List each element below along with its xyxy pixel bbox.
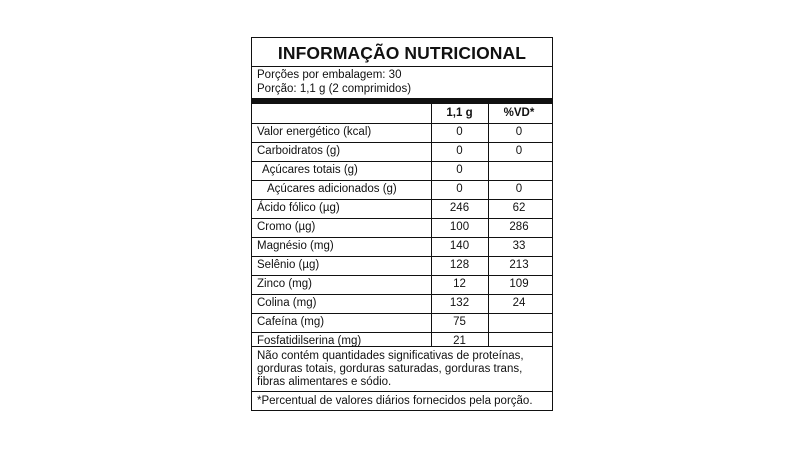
serving-size: Porção: 1,1 g (2 comprimidos)	[257, 83, 412, 95]
nutrient-daily-value: 0	[515, 183, 523, 195]
table-row	[252, 161, 552, 180]
table-row	[252, 275, 552, 294]
nutrient-daily-value: 213	[509, 259, 529, 271]
daily-value-footnote: *Percentual de valores diários fornecidos pela porção.	[257, 395, 533, 407]
nutrient-name: Açúcares totais (g)	[262, 164, 358, 176]
nutrient-daily-value: 0	[515, 145, 523, 157]
nutrient-daily-value	[488, 161, 550, 180]
label-title: INFORMAÇÃO NUTRICIONAL	[277, 43, 527, 63]
nutrition-facts-label	[251, 37, 553, 411]
nutrient-quantity: 12	[453, 278, 466, 290]
nutrient-name: Selênio (µg)	[257, 259, 320, 271]
table-row	[252, 313, 552, 332]
nutrient-quantity: 128	[449, 259, 470, 271]
nutrient-quantity: 132	[449, 297, 470, 309]
table-row	[252, 332, 552, 351]
nutrient-daily-value: 33	[512, 240, 526, 252]
nutrient-name: Carboidratos (g)	[257, 145, 341, 157]
nutrient-daily-value: 62	[512, 202, 526, 214]
nutrient-daily-value: 0	[515, 126, 523, 138]
table-row	[252, 218, 552, 237]
nutrient-quantity: 140	[449, 240, 470, 252]
nutrient-daily-value: 286	[509, 221, 529, 233]
nutrient-name: Cafeína (mg)	[257, 316, 325, 328]
nutrient-name: Colina (mg)	[257, 297, 317, 309]
table-row	[252, 123, 552, 142]
table-row	[252, 256, 552, 275]
column-header-quantity: 1,1 g	[446, 107, 473, 119]
servings-per-package: Porções por embalagem: 30	[257, 69, 402, 81]
nutrient-name: Magnésio (mg)	[257, 240, 334, 252]
nutrient-name: Zinco (mg)	[257, 278, 312, 290]
nutrient-name: Ácido fólico (µg)	[257, 202, 340, 214]
nutrient-quantity: 75	[453, 316, 466, 328]
nutrient-quantity: 0	[456, 183, 463, 195]
nutrient-name: Cromo (µg)	[257, 221, 316, 233]
nutrient-daily-value	[488, 332, 550, 351]
table-row	[252, 142, 552, 161]
nutrient-name: Fosfatidilserina (mg)	[257, 335, 362, 347]
nutrient-quantity: 0	[456, 164, 463, 176]
column-separator	[431, 104, 432, 346]
nutrient-name: Valor energético (kcal)	[257, 126, 372, 138]
column-separator	[488, 104, 489, 346]
nutrient-quantity: 0	[456, 126, 463, 138]
table-header-row	[252, 104, 552, 123]
table-row	[252, 237, 552, 256]
nutrient-name: Açúcares adicionados (g)	[267, 183, 397, 195]
nutrient-quantity: 21	[453, 335, 466, 347]
column-header-daily-value: %VD*	[503, 107, 535, 119]
table-row	[252, 199, 552, 218]
divider	[252, 391, 552, 392]
nutrient-quantity: 0	[456, 145, 463, 157]
nutrient-quantity: 246	[449, 202, 470, 214]
nutrient-daily-value	[488, 313, 550, 332]
divider	[252, 66, 552, 67]
nutrient-daily-value: 109	[509, 278, 529, 290]
table-row	[252, 180, 552, 199]
nutrient-daily-value: 24	[512, 297, 526, 309]
divider	[252, 346, 552, 347]
not-significant-note: Não contém quantidades significativas de proteínas, gorduras totais, gorduras saturadas, gorduras trans, fibras alimentares e sódio.	[257, 350, 524, 388]
table-row	[252, 294, 552, 313]
nutrient-quantity: 100	[449, 221, 470, 233]
